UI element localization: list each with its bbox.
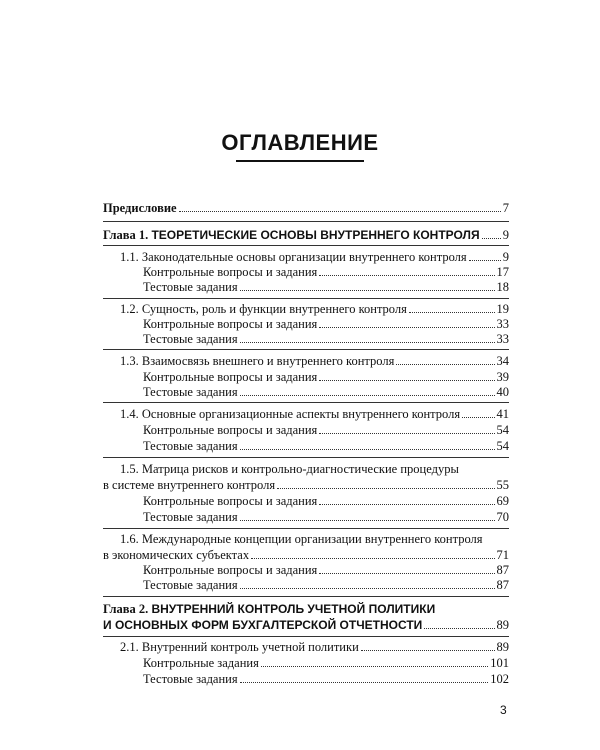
entry-page: 102 [490, 672, 509, 686]
leader-dots [424, 628, 494, 629]
entry-page: 71 [496, 548, 509, 562]
separator [103, 221, 509, 222]
chapter-prefix: Глава 2. [103, 602, 149, 616]
leader-dots [240, 342, 495, 343]
entry-page: 17 [496, 265, 509, 279]
separator [103, 298, 509, 299]
leader-dots [240, 520, 495, 521]
entry-page: 89 [496, 640, 509, 654]
entry-label: Контрольные вопросы и задания [143, 317, 318, 331]
separator [103, 457, 509, 458]
chapter-title: ТЕОРЕТИЧЕСКИЕ ОСНОВЫ ВНУТРЕННЕГО КОНТРОЛЯ [151, 228, 480, 242]
leader-dots [319, 504, 494, 505]
page-number: 3 [500, 703, 507, 717]
entry-page: 41 [496, 407, 509, 421]
toc-entry-section[interactable] [120, 407, 509, 421]
chapter-prefix: Глава 1. [103, 228, 149, 242]
toc-entry-subsection[interactable] [143, 672, 509, 686]
entry-page: 54 [496, 439, 509, 453]
leader-dots [240, 449, 495, 450]
toc-entry-subsection[interactable] [143, 370, 509, 384]
entry-label: И ОСНОВНЫХ ФОРМ БУХГАЛТЕРСКОЙ ОТЧЕТНОСТИ [103, 618, 423, 632]
entry-label: Предисловие [103, 201, 177, 215]
toc-entry-subsection[interactable] [143, 332, 509, 346]
entry-page: 9 [502, 228, 509, 242]
entry-page: 87 [496, 563, 509, 577]
entry-page: 101 [490, 656, 509, 670]
leader-dots [240, 290, 495, 291]
entry-page: 33 [496, 317, 509, 331]
toc-entry-subsection[interactable] [143, 265, 509, 279]
entry-label: Контрольные вопросы и задания [143, 423, 318, 437]
toc-entry-section[interactable] [120, 354, 509, 368]
leader-dots [261, 666, 488, 667]
toc-entry-section[interactable] [103, 548, 509, 562]
separator [103, 636, 509, 637]
toc-entry-subsection[interactable] [143, 563, 509, 577]
leader-dots [240, 395, 495, 396]
toc-entry-chapter-1[interactable] [103, 228, 509, 242]
toc-entry-subsection[interactable] [143, 280, 509, 294]
toc-entry-section[interactable] [120, 640, 509, 654]
toc-entry-chapter-2-line1[interactable] [103, 602, 435, 616]
entry-label: Контрольные вопросы и задания [143, 265, 318, 279]
entry-page: 33 [496, 332, 509, 346]
leader-dots [319, 573, 494, 574]
leader-dots [319, 327, 494, 328]
toc-entry-section[interactable] [120, 250, 509, 264]
leader-dots [319, 380, 494, 381]
entry-page: 54 [496, 423, 509, 437]
toc-entry-subsection[interactable] [143, 510, 509, 524]
entry-label: 2.1. Внутренний контроль учетной политики [120, 640, 359, 654]
entry-page: 55 [496, 478, 509, 492]
entry-label: 1.3. Взаимосвязь внешнего и внутреннего контроля [120, 354, 395, 368]
leader-dots [482, 238, 501, 239]
toc-entry-chapter-2[interactable] [103, 618, 509, 632]
entry-label: Контрольные вопросы и задания [143, 494, 318, 508]
title-underline [236, 160, 364, 162]
leader-dots [396, 364, 494, 365]
separator [103, 245, 509, 246]
entry-page: 89 [496, 618, 509, 632]
entry-label: Тестовые задания [143, 332, 238, 346]
entry-label: Тестовые задания [143, 510, 238, 524]
separator [103, 402, 509, 403]
entry-page: 69 [496, 494, 509, 508]
toc-entry-subsection[interactable] [143, 385, 509, 399]
leader-dots [277, 488, 494, 489]
entry-label: Тестовые задания [143, 439, 238, 453]
entry-page: 19 [496, 302, 509, 316]
entry-label: Тестовые задания [143, 578, 238, 592]
page-title: ОГЛАВЛЕНИЕ [221, 130, 379, 155]
toc-entry-section[interactable] [120, 302, 509, 316]
entry-label [103, 228, 480, 242]
entry-label: в системе внутреннего контроля [103, 478, 276, 492]
toc-entry-section-line1[interactable]: 1.6. Международные концепции организации внутреннего контроля [120, 532, 483, 546]
leader-dots [319, 275, 494, 276]
toc-entry-subsection[interactable] [143, 578, 509, 592]
entry-label: Тестовые задания [143, 672, 238, 686]
entry-label: Тестовые задания [143, 280, 238, 294]
entry-label: в экономических субъектах [103, 548, 250, 562]
leader-dots [179, 211, 501, 212]
toc-entry-preface[interactable] [103, 201, 509, 215]
entry-page: 70 [496, 510, 509, 524]
entry-page: 39 [496, 370, 509, 384]
separator [103, 349, 509, 350]
entry-page: 7 [502, 201, 509, 215]
entry-page: 87 [496, 578, 509, 592]
leader-dots [251, 558, 494, 559]
entry-label: Контрольные вопросы и задания [143, 370, 318, 384]
toc-entry-section-line1[interactable]: 1.5. Матрица рисков и контрольно-диагностические процедуры [120, 462, 459, 476]
leader-dots [319, 433, 494, 434]
separator [103, 528, 509, 529]
leader-dots [361, 650, 495, 651]
entry-label: 1.2. Сущность, роль и функции внутреннего контроля [120, 302, 407, 316]
leader-dots [240, 588, 495, 589]
leader-dots [469, 260, 501, 261]
leader-dots [462, 417, 494, 418]
toc-entry-subsection[interactable] [143, 656, 509, 670]
toc-entry-subsection[interactable] [143, 494, 509, 508]
entry-label: Контрольные вопросы и задания [143, 563, 318, 577]
toc-entry-subsection[interactable] [143, 317, 509, 331]
entry-label: 1.1. Законодательные основы организации внутреннего контроля [120, 250, 467, 264]
entry-page: 40 [496, 385, 509, 399]
entry-page: 34 [496, 354, 509, 368]
entry-label: 1.4. Основные организационные аспекты внутреннего контроля [120, 407, 461, 421]
entry-label: Тестовые задания [143, 385, 238, 399]
leader-dots [240, 682, 489, 683]
leader-dots [409, 312, 495, 313]
entry-page: 9 [502, 250, 509, 264]
toc-entry-section[interactable] [103, 478, 509, 492]
entry-page: 18 [496, 280, 509, 294]
chapter-title: ВНУТРЕННИЙ КОНТРОЛЬ УЧЕТНОЙ ПОЛИТИКИ [151, 602, 436, 616]
toc-entry-subsection[interactable] [143, 423, 509, 437]
separator [103, 596, 509, 597]
toc-entry-subsection[interactable] [143, 439, 509, 453]
entry-label: Контрольные задания [143, 656, 259, 670]
